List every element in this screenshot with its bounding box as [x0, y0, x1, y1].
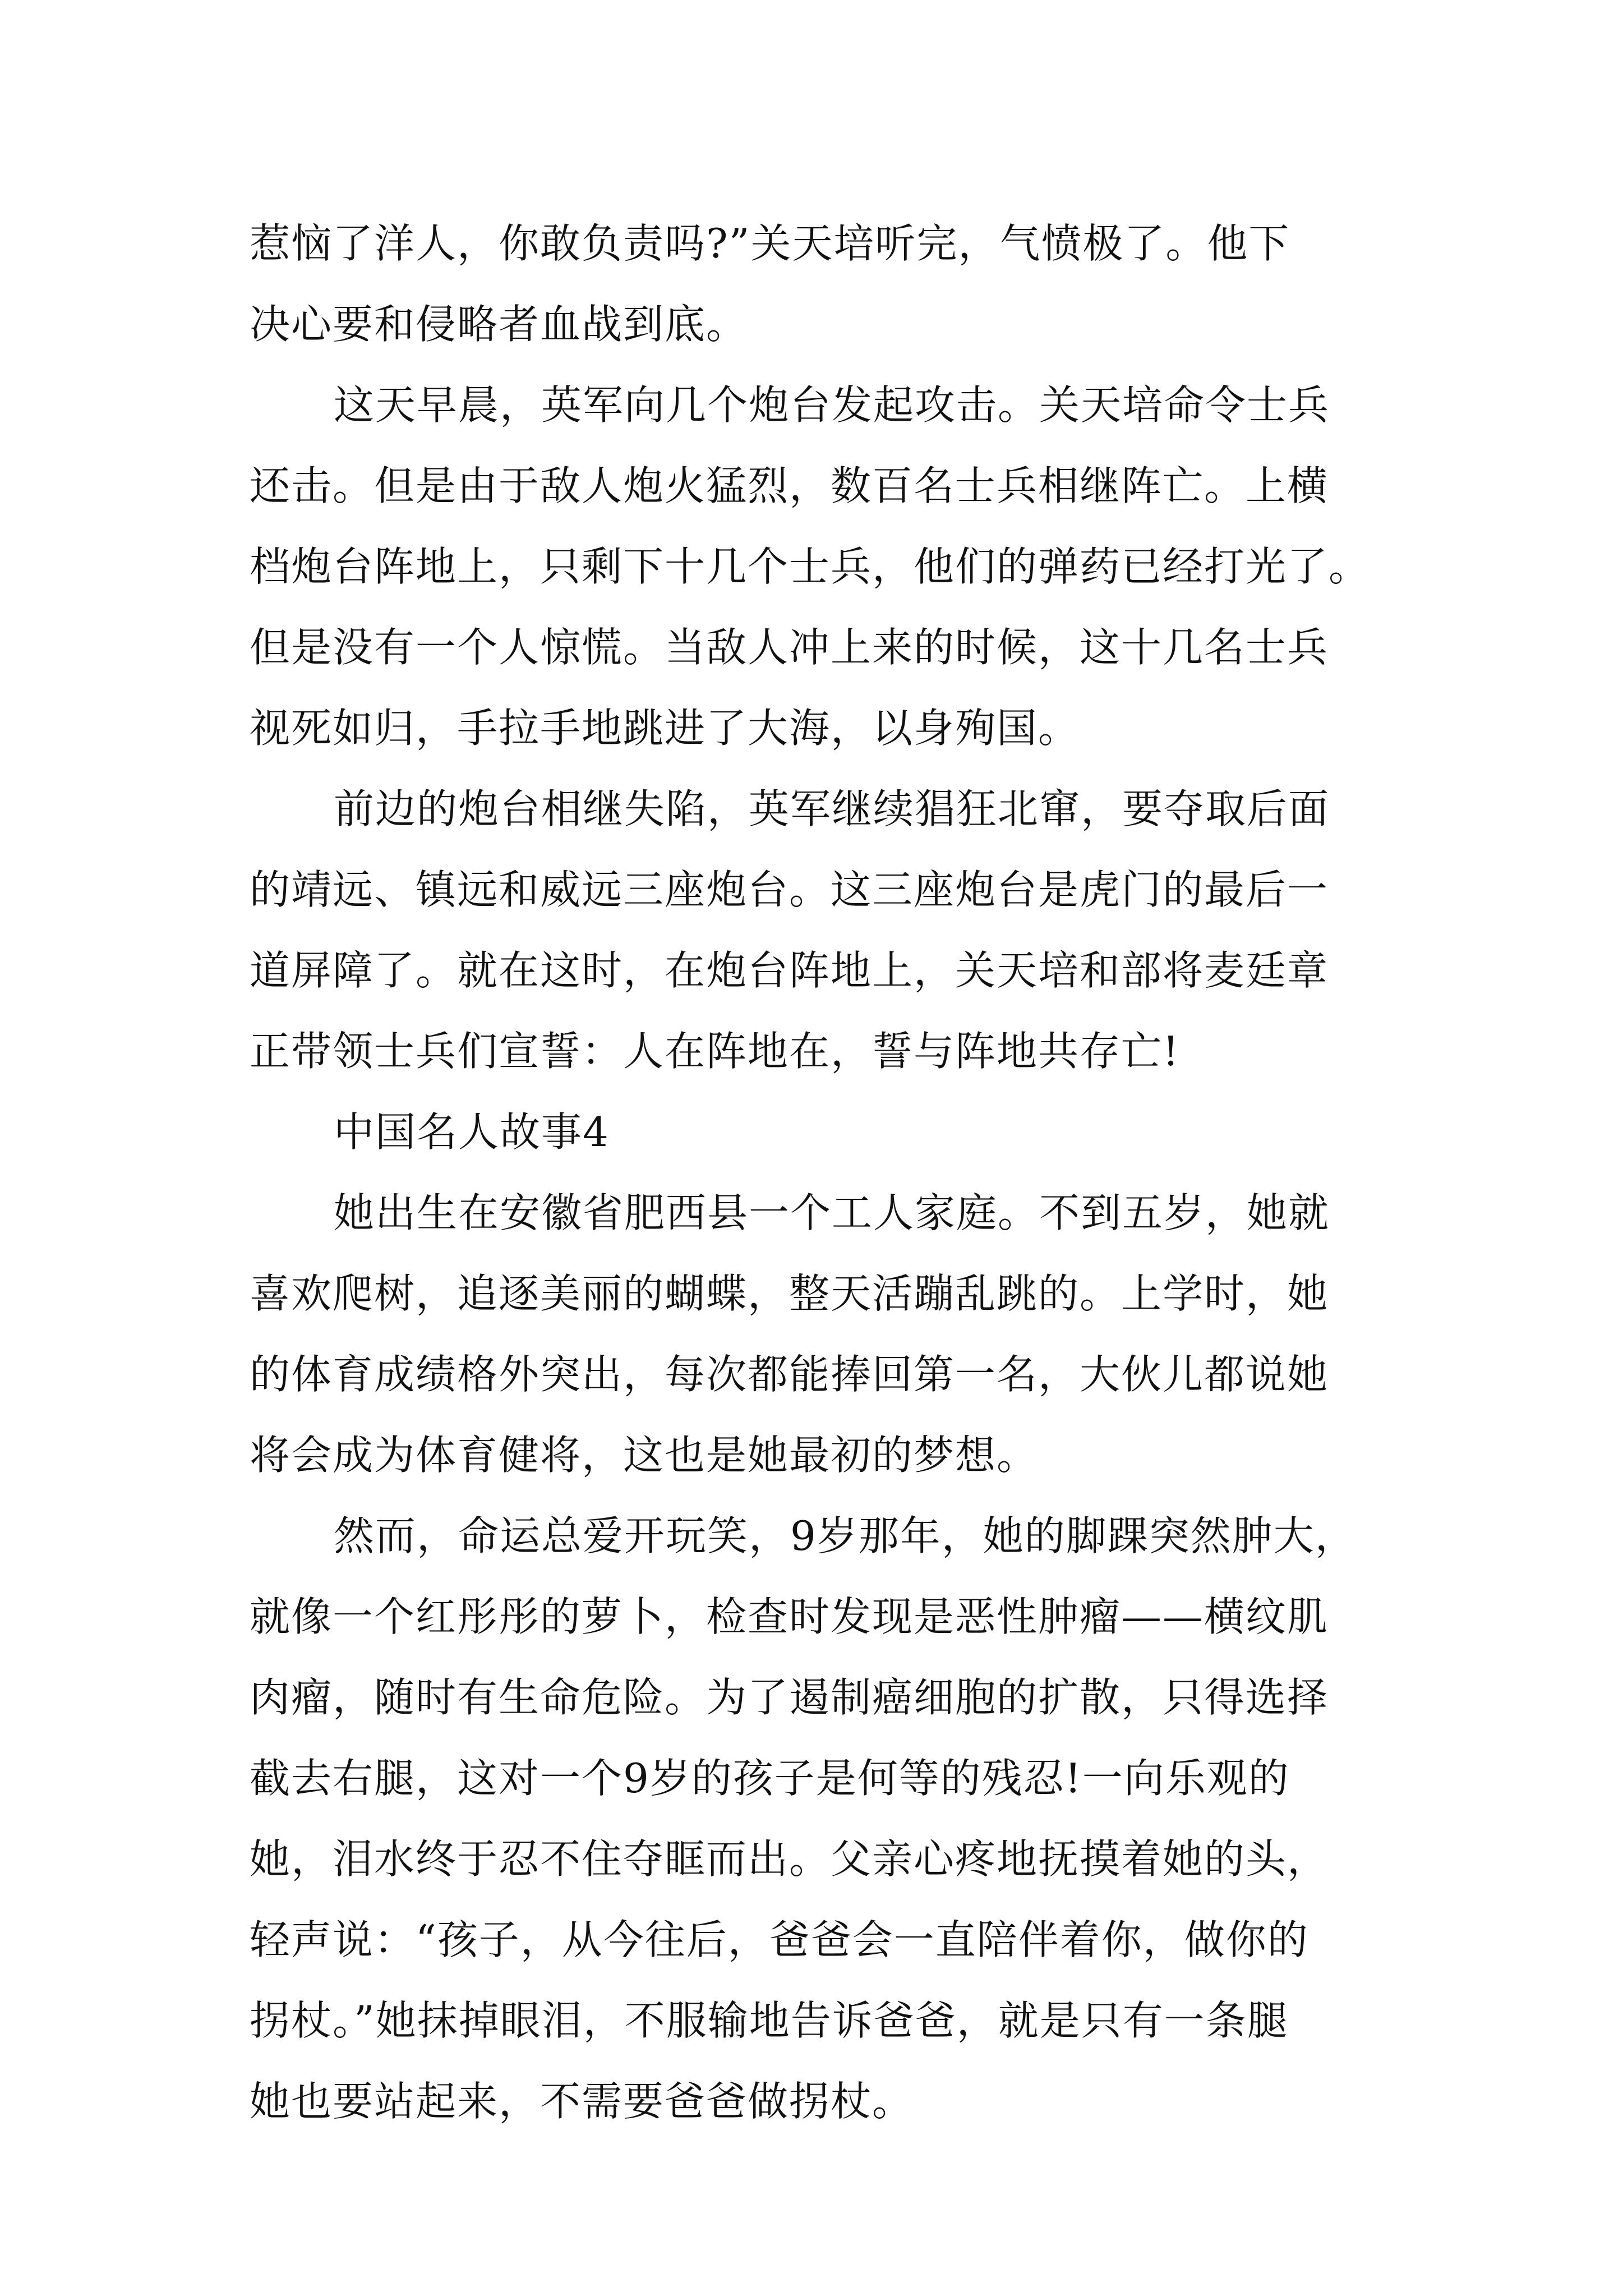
body-text: [250, 203, 1388, 2142]
paragraph-first-line: 这天早晨，英军向几个炮台发起攻击。关天培命令士兵: [334, 381, 1330, 429]
text-line: 肉瘤，随时有生命危险。为了遏制癌细胞的扩散，只得选择: [250, 1674, 1329, 1721]
text-line: 还击。但是由于敌人炮火猛烈，数百名士兵相继阵亡。上横: [250, 462, 1329, 509]
text-line: 决心要和侵略者血战到底。: [250, 301, 748, 348]
paragraph-first-line: 前边的炮台相继失陷，英军继续猖狂北窜，要夺取后面: [334, 785, 1330, 832]
text-line: 档炮台阵地上，只剩下十几个士兵，他们的弹药已经打光了。: [250, 543, 1371, 590]
text-line: 将会成为体育健将，这也是她最初的梦想。: [250, 1432, 1039, 1479]
text-line: 拐杖。”她抹掉眼泪，不服输地告诉爸爸，就是只有一条腿: [250, 1997, 1289, 2044]
text-line: 她也要站起来，不需要爸爸做拐杖。: [250, 2078, 914, 2125]
text-line: 就像一个红彤彤的萝卜，检查时发现是恶性肿瘤——横纹肌: [250, 1593, 1329, 1640]
text-line: 但是没有一个人惊慌。当敌人冲上来的时候，这十几名士兵: [250, 624, 1329, 671]
text-line: 正带领士兵们宣誓：人在阵地在，誓与阵地共存亡!: [250, 1028, 1180, 1075]
text-line: 惹恼了洋人，你敢负责吗?”关天培听完，气愤极了。他下: [250, 220, 1290, 267]
text-line: 截去右腿，这对一个9岁的孩子是何等的残忍!一向乐观的: [250, 1755, 1290, 1802]
paragraph-first-line: 她出生在安徽省肥西县一个工人家庭。不到五岁，她就: [334, 1189, 1330, 1236]
text-line: 她，泪水终于忍不住夺眶而出。父亲心疼地抚摸着她的头，: [250, 1835, 1329, 1883]
text-line: 的靖远、镇远和威远三座炮台。这三座炮台是虎门的最后一: [250, 866, 1329, 913]
text-line: 的体育成绩格外突出，每次都能捧回第一名，大伙儿都说她: [250, 1351, 1329, 1398]
text-line: 视死如归，手拉手地跳进了大海，以身殉国。: [250, 705, 1080, 752]
text-line: 轻声说：“孩子，从今往后，爸爸会一直陪伴着你，做你的: [250, 1916, 1309, 1963]
text-line: 喜欢爬树，追逐美丽的蝴蝶，整天活蹦乱跳的。上学时，她: [250, 1270, 1329, 1317]
section-heading: 中国名人故事4: [334, 1108, 610, 1156]
text-line: 道屏障了。就在这时，在炮台阵地上，关天培和部将麦廷章: [250, 947, 1329, 994]
paragraph-first-line: 然而，命运总爱开玩笑，9岁那年，她的脚踝突然肿大，: [334, 1512, 1357, 1559]
